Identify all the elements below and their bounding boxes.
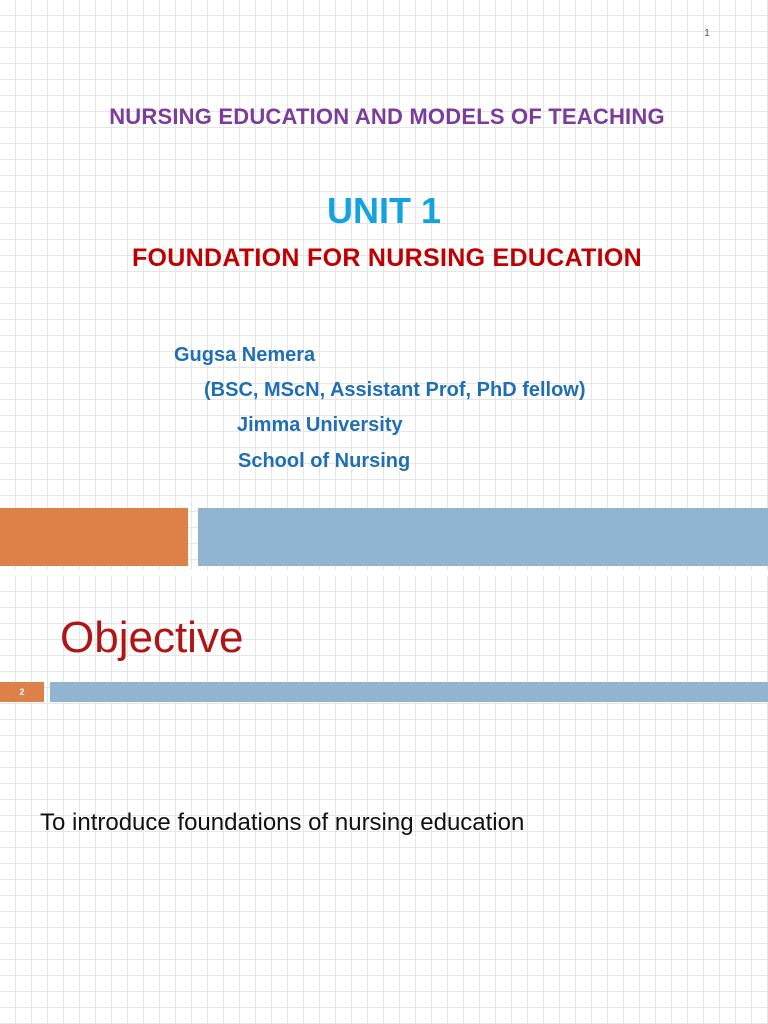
course-title: NURSING EDUCATION AND MODELS OF TEACHING xyxy=(109,104,665,129)
slide-2 xyxy=(0,576,768,1024)
unit-subtitle: FOUNDATION FOR NURSING EDUCATION xyxy=(131,244,643,272)
objective-title: Objective xyxy=(60,613,244,662)
footer-accent-blue-bar xyxy=(198,508,768,566)
unit-title: UNIT 1 xyxy=(326,190,441,231)
author-school: School of Nursing xyxy=(238,450,411,472)
author-university: Jimma University xyxy=(237,414,403,436)
author-credentials: (BSC, MScN, Assistant Prof, PhD fellow) xyxy=(204,379,586,401)
objective-body-text: To introduce foundations of nursing education xyxy=(40,809,525,836)
header-accent-blue-bar xyxy=(50,682,768,702)
footer-accent-orange-bar xyxy=(0,508,188,566)
slide-1-page-number: 1 xyxy=(704,28,710,39)
slide-2-page-number-badge: 2 xyxy=(0,682,44,702)
author-name: Gugsa Nemera xyxy=(174,344,316,366)
